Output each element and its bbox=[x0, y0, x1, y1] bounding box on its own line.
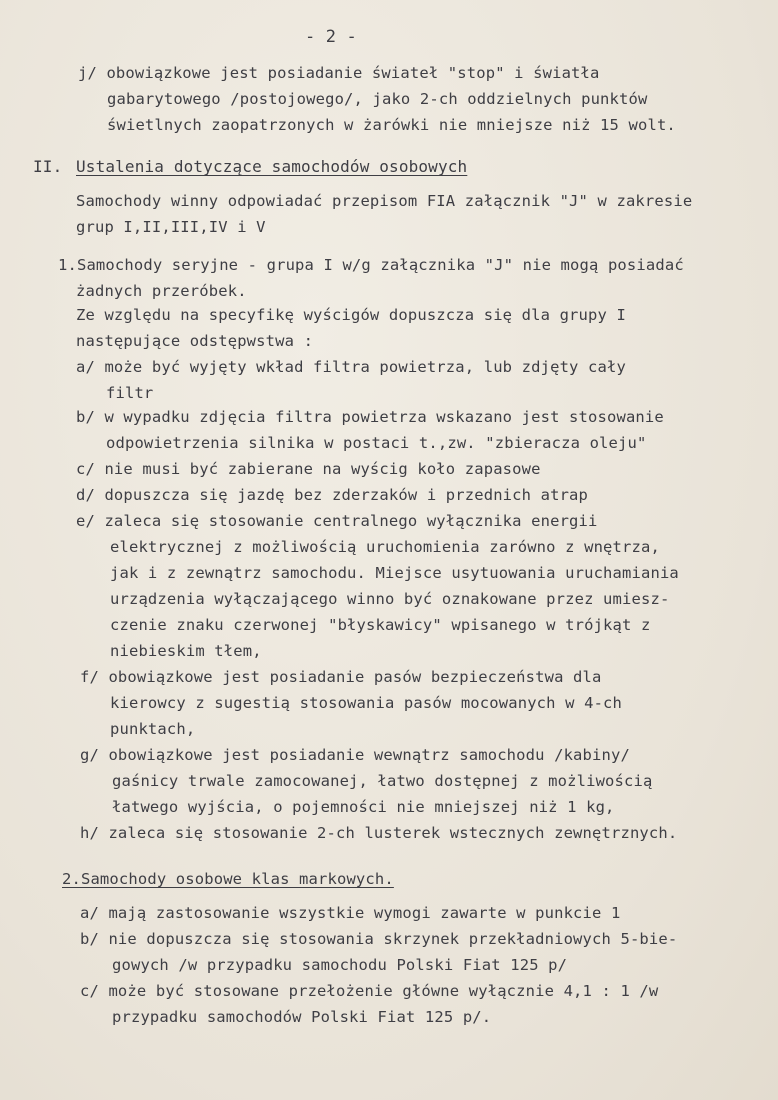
point2-heading: 2.Samochody osobowe klas markowych. bbox=[62, 870, 394, 888]
item-j-line-2: gabarytowego /postojowego/, jako 2-ch oddzielnych punktów bbox=[107, 90, 648, 108]
point1-line-4: następujące odstępwstwa : bbox=[76, 332, 314, 350]
point2-item-a-line-1: a/ mają zastosowanie wszystkie wymogi zawarte w punkcie 1 bbox=[80, 904, 621, 922]
point1-line-3: Ze względu na specyfikę wyścigów dopuszcza się dla grupy I bbox=[76, 306, 626, 324]
point2-item-c-line-1: c/ może być stosowane przełożenie główne wyłącznie 4,1 : 1 /w bbox=[80, 982, 659, 1000]
item-h-line-1: h/ zaleca się stosowanie 2-ch lusterek wstecznych zewnętrznych. bbox=[80, 824, 678, 842]
item-e-line-5: czenie znaku czerwonej "błyskawicy" wpisanego w trójkąt z bbox=[110, 616, 651, 634]
item-f-line-2: kierowcy z sugestią stosowania pasów mocowanych w 4-ch bbox=[110, 694, 623, 712]
section-title: Ustalenia dotyczące samochodów osobowych bbox=[76, 157, 468, 176]
point2-item-b-line-1: b/ nie dopuszcza się stosowania skrzynek przekładniowych 5-bie- bbox=[80, 930, 678, 948]
section-intro-line-1: Samochody winny odpowiadać przepisom FIA załącznik "J" w zakresie bbox=[76, 192, 693, 210]
item-b-line-2: odpowietrzenia silnika w postaci t.,zw. "zbieracza oleju" bbox=[106, 434, 647, 452]
item-f-line-3: punktach, bbox=[110, 720, 196, 738]
point2-item-b-line-2: gowych /w przypadku samochodu Polski Fiat 125 p/ bbox=[112, 956, 568, 974]
item-b-line-1: b/ w wypadku zdjęcia filtra powietrza wskazano jest stosowanie bbox=[76, 408, 664, 426]
item-g-line-2: gaśnicy trwale zamocowanej, łatwo dostępnej z możliwością bbox=[112, 772, 653, 790]
item-e-line-1: e/ zaleca się stosowanie centralnego wyłącznika energii bbox=[76, 512, 598, 530]
item-e-line-6: niebieskim tłem, bbox=[110, 642, 262, 660]
item-e-line-3: jak i z zewnątrz samochodu. Miejsce usytuowania uruchamiania bbox=[110, 564, 679, 582]
item-g-line-1: g/ obowiązkowe jest posiadanie wewnątrz samochodu /kabiny/ bbox=[80, 746, 630, 764]
item-j-line-1: j/ obowiązkowe jest posiadanie świateł "stop" i światła bbox=[78, 64, 600, 82]
page-number: - 2 - bbox=[305, 27, 357, 47]
item-d-line-1: d/ dopuszcza się jazdę bez zderzaków i przednich atrap bbox=[76, 486, 589, 504]
item-e-line-2: elektrycznej z możliwością uruchomienia zarówno z wnętrza, bbox=[110, 538, 660, 556]
item-g-line-3: łatwego wyjścia, o pojemności nie mniejszej niż 1 kg, bbox=[112, 798, 615, 816]
point2-item-c-line-2: przypadku samochodów Polski Fiat 125 p/. bbox=[112, 1008, 492, 1026]
section-number: II. bbox=[33, 157, 63, 176]
point1-line-2: żadnych przeróbek. bbox=[76, 282, 247, 300]
item-c-line-1: c/ nie musi być zabierane na wyścig koło zapasowe bbox=[76, 460, 541, 478]
item-j-line-3: świetlnych zaopatrzonych w żarówki nie mniejsze niż 15 wolt. bbox=[107, 116, 676, 134]
section-intro-line-2: grup I,II,III,IV i V bbox=[76, 218, 266, 236]
item-a-line-1: a/ może być wyjęty wkład filtra powietrza, lub zdjęty cały bbox=[76, 358, 626, 376]
point1-line-1: 1.Samochody seryjne - grupa I w/g załącznika "J" nie mogą posiadać bbox=[58, 256, 684, 274]
item-a-line-2: filtr bbox=[106, 384, 154, 402]
item-e-line-4: urządzenia wyłączającego winno być oznakowane przez umiesz- bbox=[110, 590, 670, 608]
item-f-line-1: f/ obowiązkowe jest posiadanie pasów bezpieczeństwa dla bbox=[80, 668, 602, 686]
